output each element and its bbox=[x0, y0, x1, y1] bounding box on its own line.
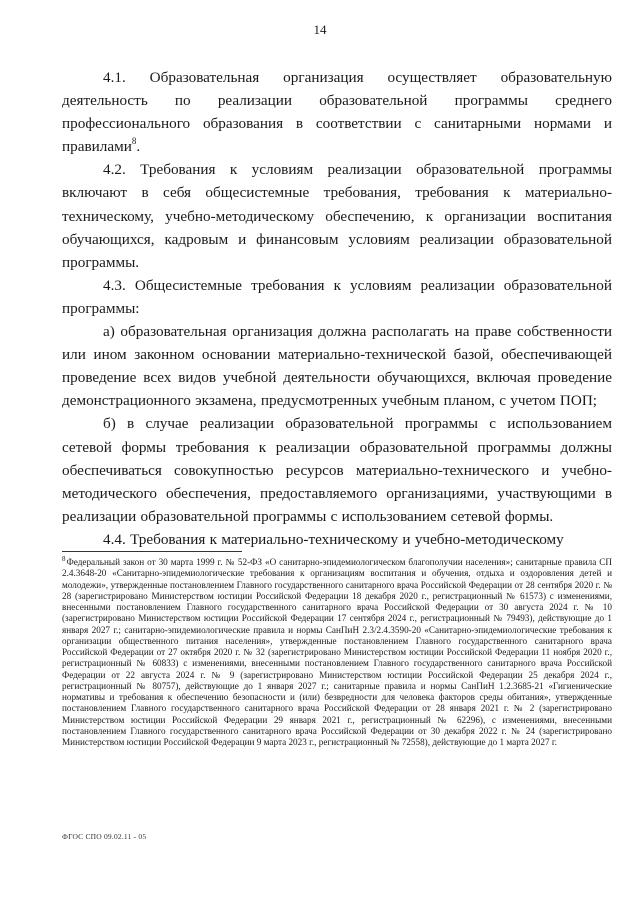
paragraph-4-1-text: 4.1. Образовательная организация осуществляет образовательную деятельность по реализации образовательной программы среднего профессионального образования в соответствии с санитарными нормами и правилами bbox=[62, 69, 612, 156]
paragraph-4-1 bbox=[62, 66, 612, 158]
paragraph-4-2: 4.2. Требования к условиям реализации образовательной программы включают в себя общесистемные требования, требования к материально-техническому, учебно-методическому обеспечению, к организации воспитания обучающихся, кадровым и финансовым условиям реализации образовательной программы. bbox=[62, 161, 612, 271]
footnote-separator bbox=[62, 551, 242, 552]
footer-document-code: ФГОС СПО 09.02.11 - 05 bbox=[62, 832, 147, 841]
paragraph-4-3: 4.3. Общесистемные требования к условиям реализации образовательной программы: bbox=[62, 276, 612, 317]
footnote-marker: 8 bbox=[62, 554, 66, 563]
paragraph-4-3-a: а) образовательная организация должна располагать на праве собственности или ином законном основании материально-технической базой, обеспечивающей проведение всех видов учебной деятельности обучающихся, включая проведение демонстрационного экзамена, предусмотренных учебным планом, с учетом ПОП; bbox=[62, 323, 612, 410]
body-text bbox=[62, 66, 612, 551]
page-number: 14 bbox=[313, 22, 327, 37]
paragraph-4-4: 4.4. Требования к материально-техническому и учебно-методическому bbox=[103, 530, 564, 548]
paragraph-4-3-b: б) в случае реализации образовательной программы с использованием сетевой формы требования к реализации образовательной программы должны обеспечиваться совокупностью ресурсов материально-технического и учебно-методического обеспечения, предоставляемого организациями, участвующими в реализации образовательной программы с использованием сетевой формы. bbox=[62, 415, 612, 525]
footnote-8 bbox=[62, 554, 612, 748]
footnote-reference[interactable]: 8 bbox=[131, 136, 137, 147]
paragraph-4-1-tail: . bbox=[136, 138, 141, 156]
footnote-text: Федеральный закон от 30 марта 1999 г. № 52-ФЗ «О санитарно-эпидемиологическом благополучии населения»; санитарные правила СП 2.4.3648-20 «Санитарно-эпидемиологические требования к организациям воспитания и обучения, отдыха и оздоровления детей и молодежи», утвержденные постановлением Главного государственного санитарного врача Российской Федерации от 28 сентября 2020 г. № 28 (зарегистрировано Министерством юстиции Российской Федерации 18 декабря 2020 г., регистрационный № 61573) с изменениями, внесенными постановлением Главного государственного санитарного врача Российской Федерации от 30 августа 2024 г. № 10 (зарегистрировано Министерством юстиции Российской Федерации 17 сентября 2024 г., регистрационный № 79493), действующие до 1 января 2027 г.; санитарно-эпидемиологические правила и нормы СанПиН 2.3/2.4.3590-20 «Санитарно-эпидемиологические требования к организации общественного питания населения», утвержденные постановлением Главного государственного санитарного врача Российской Федерации от 27 октября 2020 г. № 32 (зарегистрировано Министерством юстиции Российской Федерации 11 ноября 2020 г., регистрационный № 60833) с изменениями, внесенными постановлением Главного государственного санитарного врача Российской Федерации от 22 августа 2024 г. № 9 (зарегистрировано Министерством юстиции Российской Федерации 25 декабря 2024 г., регистрационный № 80757), действующие до 1 января 2027 г.; санитарные правила и нормы СанПиН 1.2.3685-21 «Гигиенические нормативы и требования к обеспечению безопасности и (или) безвредности для человека факторов среды обитания», утвержденные постановлением Главного государственного санитарного врача Российской Федерации от 28 января 2021 г. № 2 (зарегистрировано Министерством юстиции Российской Федерации 29 января 2021 г., регистрационный № 62296), с изменениями, внесенными постановлением Главного государственного санитарного врача Российской Федерации от 30 декабря 2022 г. № 24 (зарегистрировано Министерством юстиции Российской Федерации 9 марта 2023 г., регистрационный № 72558), действующие до 1 марта 2027 г. bbox=[62, 557, 612, 747]
